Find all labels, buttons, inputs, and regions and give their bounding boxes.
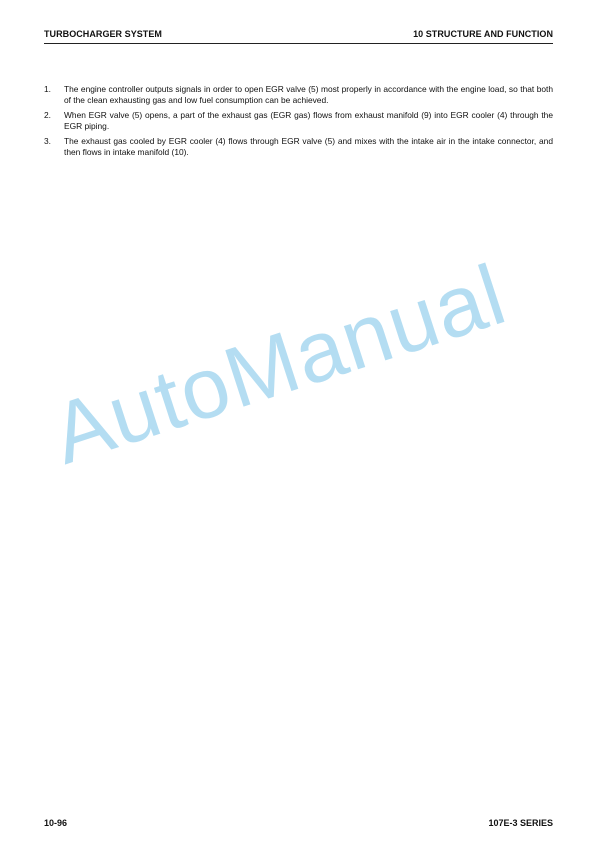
list-item xyxy=(44,110,553,132)
numbered-list xyxy=(44,84,553,162)
series-name: 107E-3 SERIES xyxy=(488,818,553,828)
list-item-number: 2. xyxy=(44,110,51,120)
list-item-text: When EGR valve (5) opens, a part of the exhaust gas (EGR gas) flows from exhaust manifold (9) into EGR cooler (4) through the EGR piping. xyxy=(64,110,553,131)
list-item xyxy=(44,84,553,106)
chapter-title: 10 STRUCTURE AND FUNCTION xyxy=(413,29,553,39)
list-item-text: The exhaust gas cooled by EGR cooler (4) flows through EGR valve (5) and mixes with the intake air in the intake connector, and then flows in intake manifold (10). xyxy=(64,136,553,157)
list-item-number: 3. xyxy=(44,136,51,146)
page-number: 10-96 xyxy=(44,818,68,828)
list-item-text: The engine controller outputs signals in order to open EGR valve (5) most properly in accordance with the engine load, so that both of the clean exhausting gas and low fuel consumption can be achieved. xyxy=(64,84,553,105)
section-title: TURBOCHARGER SYSTEM xyxy=(44,29,162,39)
list-item-number: 1. xyxy=(44,84,51,94)
watermark: AutoManual xyxy=(41,246,517,483)
page-footer xyxy=(44,818,553,828)
list-item xyxy=(44,136,553,158)
page-header xyxy=(44,29,553,44)
